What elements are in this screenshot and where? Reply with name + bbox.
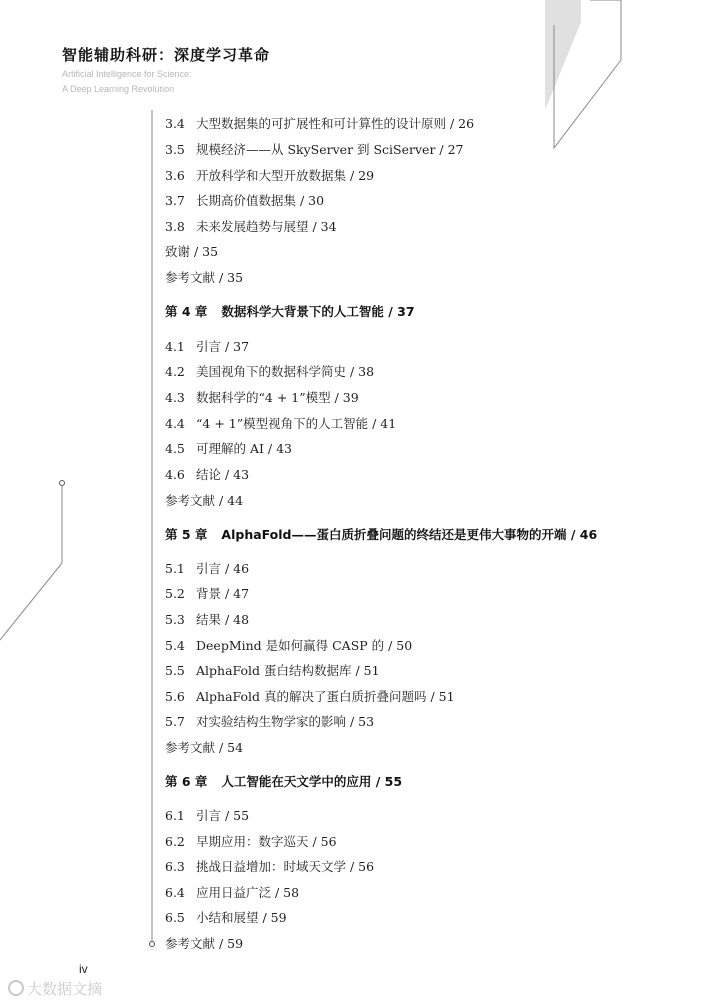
watermark — [8, 978, 102, 999]
toc-chapter-5[interactable]: 第 5 章 AlphaFold——蛋白质折叠问题的终结还是更伟大事物的开端 / 46 — [165, 527, 598, 542]
toc-entry-5-1[interactable]: 5.1 引言 / 46 — [165, 561, 250, 576]
diagonal-line — [0, 563, 62, 640]
dot-upper — [60, 481, 65, 486]
toc-chapter-6[interactable]: 第 6 章 人工智能在天文学中的应用 / 55 — [165, 774, 403, 789]
dot-lower — [150, 942, 155, 947]
toc-entry-3-7[interactable]: 3.7 长期高价值数据集 / 30 — [165, 193, 325, 208]
book-title: 智能辅助科研：深度学习革命 — [62, 46, 271, 64]
toc-entry-4-5[interactable]: 4.5 可理解的 AI / 43 — [165, 441, 293, 456]
toc-entry-refs-5[interactable]: 参考文献 / 54 — [165, 740, 244, 755]
toc-entry-6-1[interactable]: 6.1 引言 / 55 — [165, 808, 250, 823]
toc-entry-6-2[interactable]: 6.2 早期应用：数字巡天 / 56 — [165, 834, 337, 849]
toc-entry-4-1[interactable]: 4.1 引言 / 37 — [165, 339, 250, 354]
toc-entry-3-4[interactable]: 3.4 大型数据集的可扩展性和可计算性的设计原则 / 26 — [165, 116, 475, 131]
toc-entry-5-2[interactable]: 5.2 背景 / 47 — [165, 586, 250, 601]
watermark-text: 大数据文摘 — [27, 980, 103, 998]
toc-entry-refs-6[interactable]: 参考文献 / 59 — [165, 936, 244, 951]
toc-entry-refs-4[interactable]: 参考文献 / 44 — [165, 493, 244, 508]
corner-gray-shape — [545, 0, 581, 110]
toc-entry-4-3[interactable]: 4.3 数据科学的“4 + 1”模型 / 39 — [165, 390, 359, 405]
toc-entry-3-8[interactable]: 3.8 未来发展趋势与展望 / 34 — [165, 219, 337, 234]
toc-entry-5-4[interactable]: 5.4 DeepMind 是如何赢得 CASP 的 / 50 — [165, 638, 413, 653]
toc-chapter-4[interactable]: 第 4 章 数据科学大背景下的人工智能 / 37 — [165, 304, 415, 319]
book-header — [62, 44, 270, 95]
page-number: iv — [79, 962, 88, 976]
toc-entry-6-3[interactable]: 6.3 挑战日益增加：时域天文学 / 56 — [165, 859, 375, 874]
toc-entry-4-4[interactable]: 4.4 “4 + 1”模型视角下的人工智能 / 41 — [165, 416, 397, 431]
toc-entry-5-3[interactable]: 5.3 结果 / 48 — [165, 612, 250, 627]
toc-entry-ack[interactable]: 致谢 / 35 — [165, 244, 219, 259]
watermark-logo-icon — [8, 980, 24, 996]
toc-entry-5-5[interactable]: 5.5 AlphaFold 蛋白结构数据库 / 51 — [165, 663, 380, 678]
toc-entry-5-6[interactable]: 5.6 AlphaFold 真的解决了蛋白质折叠问题吗 / 51 — [165, 689, 455, 704]
book-subtitle-line1: Artificial Intelligence for Science: — [62, 69, 192, 79]
toc-entry-6-5[interactable]: 6.5 小结和展望 / 59 — [165, 910, 287, 925]
toc-entry-6-4[interactable]: 6.4 应用日益广泛 / 58 — [165, 885, 300, 900]
toc-entry-5-7[interactable]: 5.7 对实验结构生物学家的影响 / 53 — [165, 714, 375, 729]
toc-entry-4-2[interactable]: 4.2 美国视角下的数据科学简史 / 38 — [165, 364, 375, 379]
toc-entry-refs-3[interactable]: 参考文献 / 35 — [165, 270, 244, 285]
toc-entry-4-6[interactable]: 4.6 结论 / 43 — [165, 467, 250, 482]
toc-entry-3-6[interactable]: 3.6 开放科学和大型开放数据集 / 29 — [165, 168, 375, 183]
book-subtitle-line2: A Deep Learning Revolution — [62, 84, 175, 94]
corner-outline — [554, 0, 621, 148]
toc-entry-3-5[interactable]: 3.5 规模经济——从 SkyServer 到 SciServer / 27 — [165, 142, 464, 157]
